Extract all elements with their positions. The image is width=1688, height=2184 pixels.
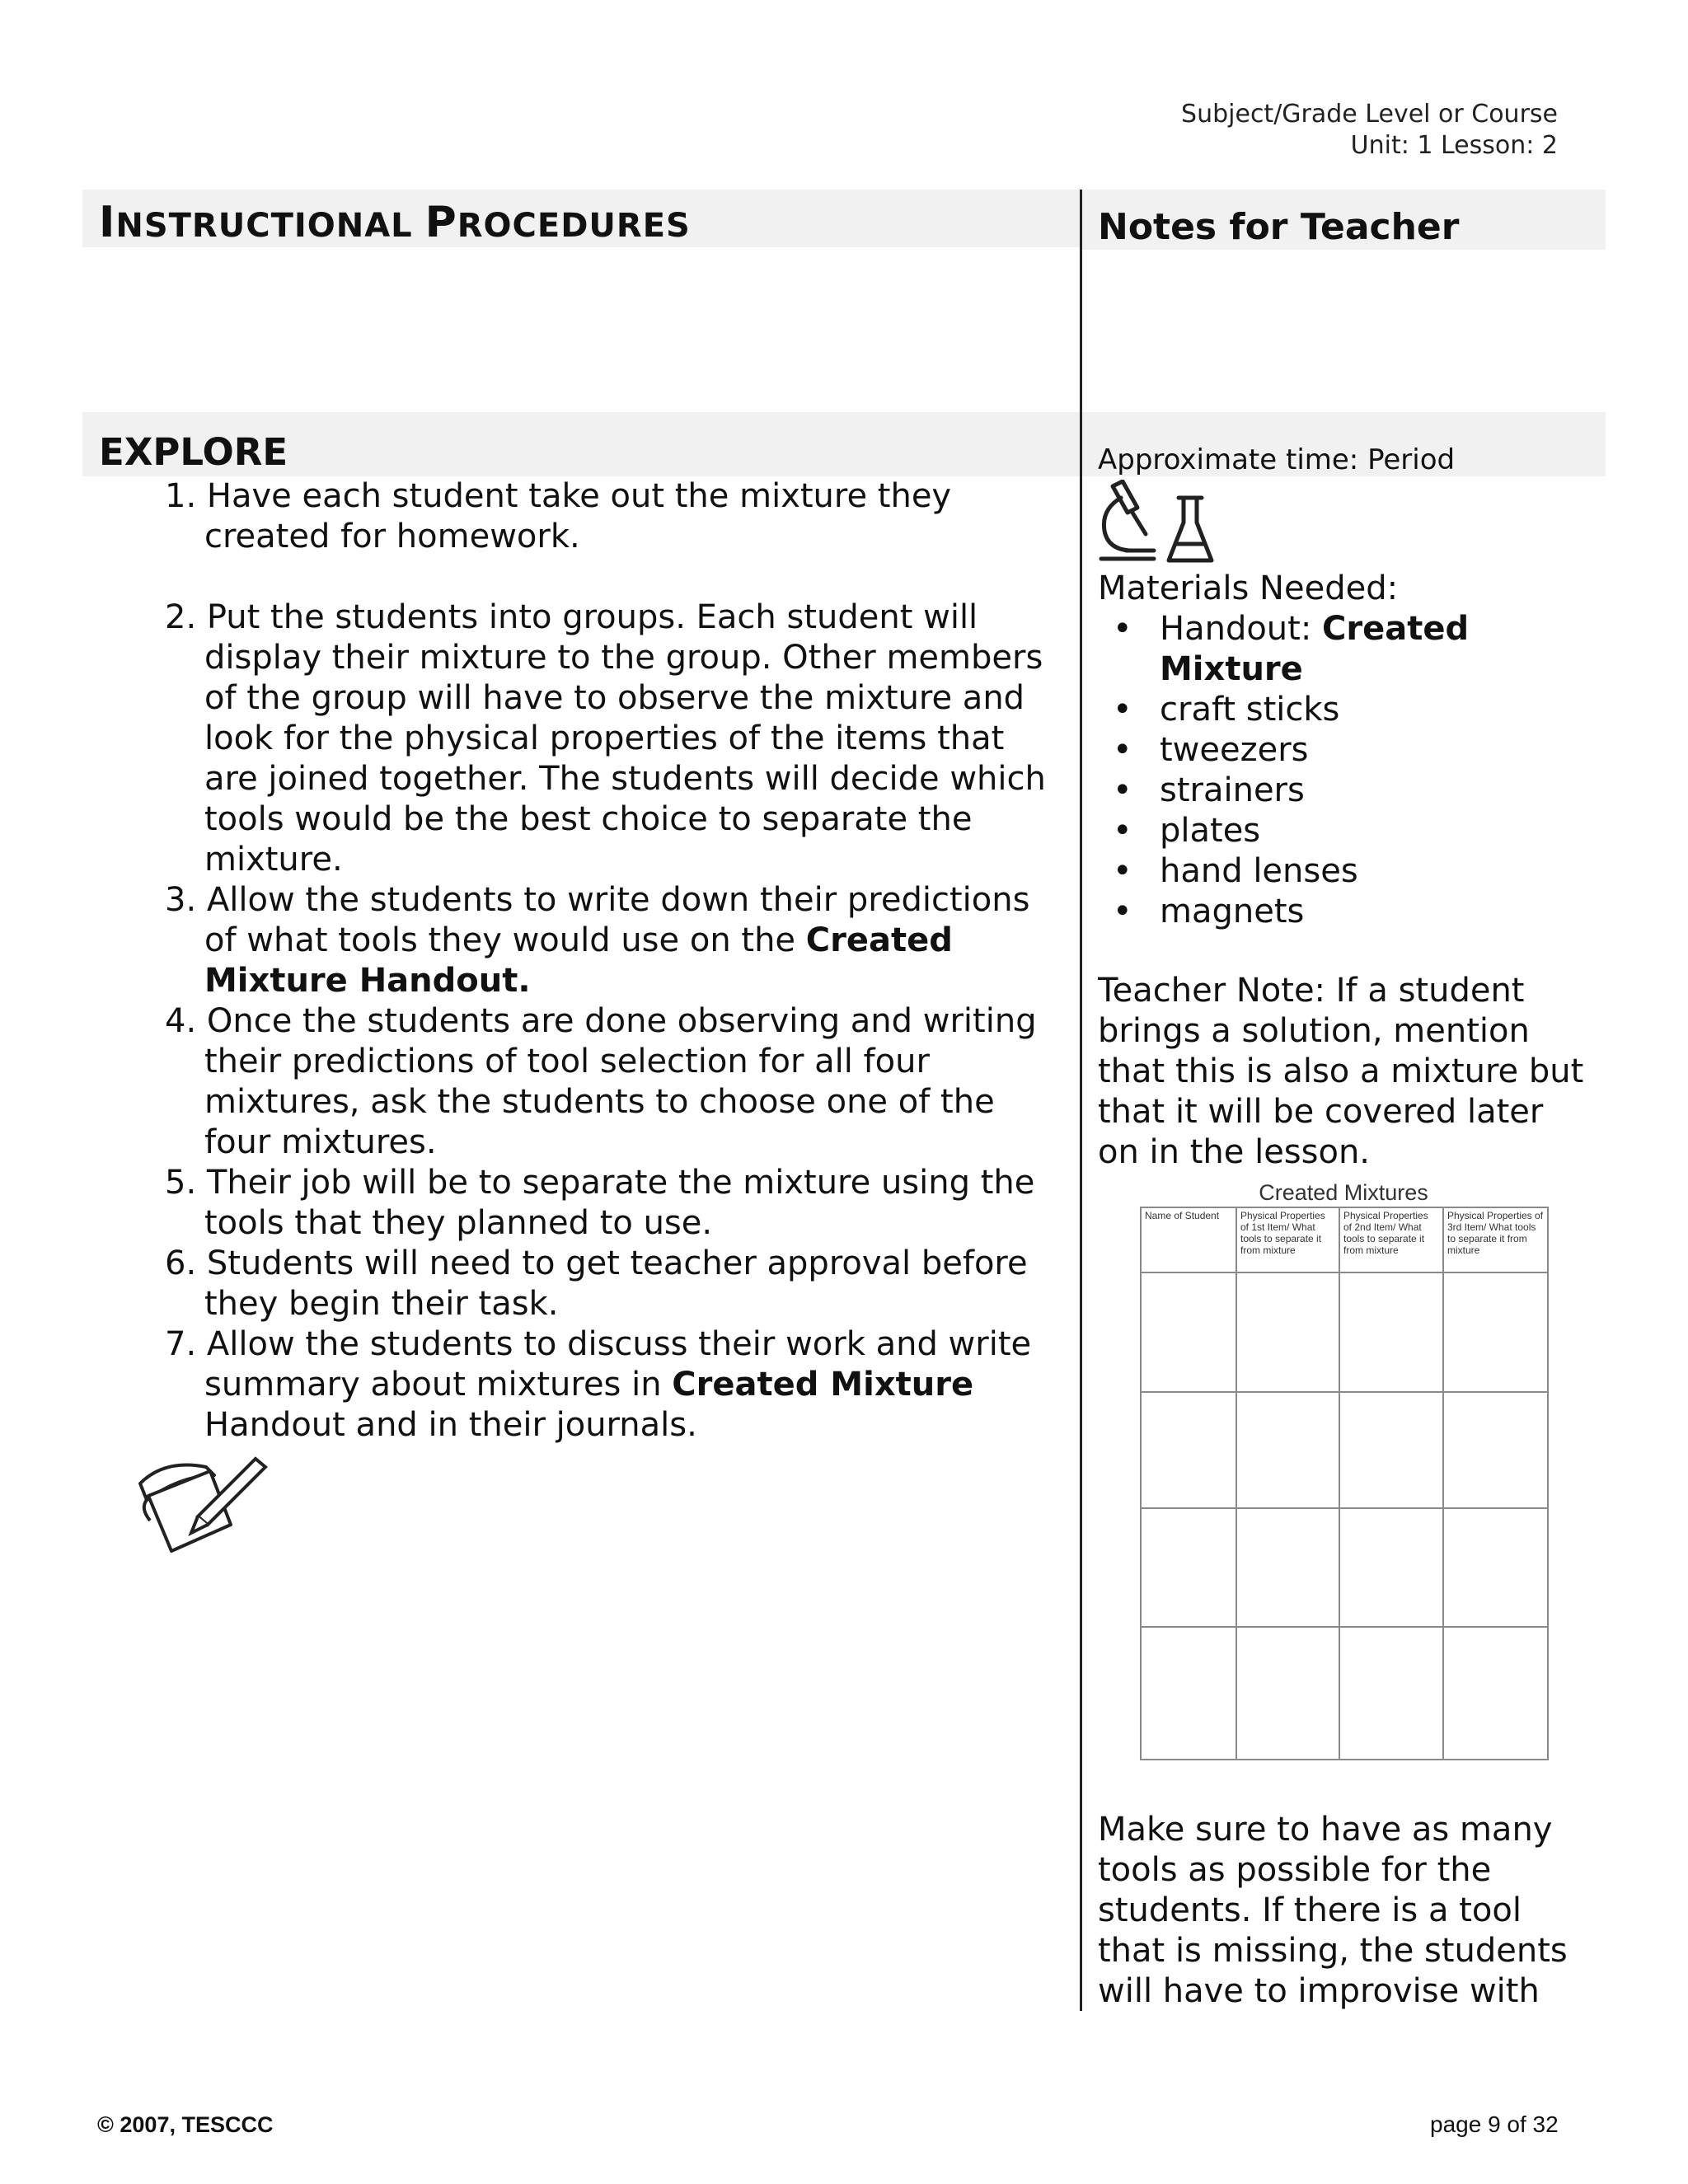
handout-preview-title: Created Mixtures xyxy=(1259,1180,1428,1205)
microscope-flask-icon xyxy=(1096,480,1228,570)
step-1: 1. Have each student take out the mixture they created for homework. xyxy=(165,477,952,555)
materials-handout: • Handout: Created Mixture xyxy=(1098,609,1592,690)
step-7: 7. Allow the students to discuss their work and write summary about mixtures in Created Mixture Handout and in their journals. xyxy=(165,1325,1032,1444)
copyright: © 2007, TESCCC xyxy=(97,2112,274,2137)
handout-column-header: Name of Student xyxy=(1145,1210,1220,1221)
teacher-note: Teacher Note: If a student brings a solution, mention that this is also a mixture but that it will be covered later on in the lesson. xyxy=(1098,972,1584,1171)
instructional-procedures-title: INSTRUCTIONAL PROCEDURES xyxy=(99,198,691,247)
material-item: • plates xyxy=(1098,811,1592,851)
explore-steps xyxy=(157,476,1055,1446)
material-item: • magnets xyxy=(1098,892,1592,932)
notes-for-teacher-title: Notes for Teacher xyxy=(1098,206,1460,248)
approximate-time: Approximate time: Period xyxy=(1098,443,1456,476)
materials-label: Materials Needed: xyxy=(1098,569,1399,607)
material-item: • craft sticks xyxy=(1098,690,1592,730)
page-number: page 9 of 32 xyxy=(1430,2111,1559,2137)
materials-section xyxy=(1098,569,1592,932)
document-header xyxy=(1181,99,1558,162)
step-3: 3. Allow the students to write down their predictions of what tools they would use on the Created Mixture Handout. xyxy=(165,881,1030,1000)
notepad-pencil-icon xyxy=(132,1442,272,1558)
material-item: • tweezers xyxy=(1098,730,1592,771)
step-2: 2. Put the students into groups. Each student will display their mixture to the group. Other members of the group will have to observe the mixture and look for the physical properties of the items that are joined together. The students will decide which tools would be the best choice to separate the mixture. xyxy=(165,598,1046,879)
step-6: 6. Students will need to get teacher approval before they begin their task. xyxy=(165,1244,1028,1323)
handout-column-header: Physical Properties of 1st Item/ What tools to separate it from mixture xyxy=(1240,1210,1325,1256)
material-item: • hand lenses xyxy=(1098,851,1592,892)
step-5: 5. Their job will be to separate the mixture using the tools that they planned to use. xyxy=(165,1164,1035,1242)
step-4: 4. Once the students are done observing and writing their predictions of tool selection for all four mixtures, ask the students to choose one of the four mixtures. xyxy=(165,1002,1037,1161)
handout-column-header: Physical Properties of 3rd Item/ What tools to separate it from mixture xyxy=(1447,1210,1544,1256)
closing-note: Make sure to have as many tools as possible for the students. If there is a tool that is missing, the students will have to improvise with xyxy=(1098,1811,1568,2010)
course-line: Subject/Grade Level or Course xyxy=(1181,100,1558,129)
handout-preview-table xyxy=(1140,1207,1549,1760)
unit-lesson-line: Unit: 1 Lesson: 2 xyxy=(1350,131,1558,160)
explore-heading: EXPLORE xyxy=(99,430,288,474)
handout-column-header: Physical Properties of 2nd Item/ What tools to separate it from mixture xyxy=(1343,1210,1428,1256)
column-divider xyxy=(1080,190,1082,2011)
material-item: • strainers xyxy=(1098,771,1592,811)
